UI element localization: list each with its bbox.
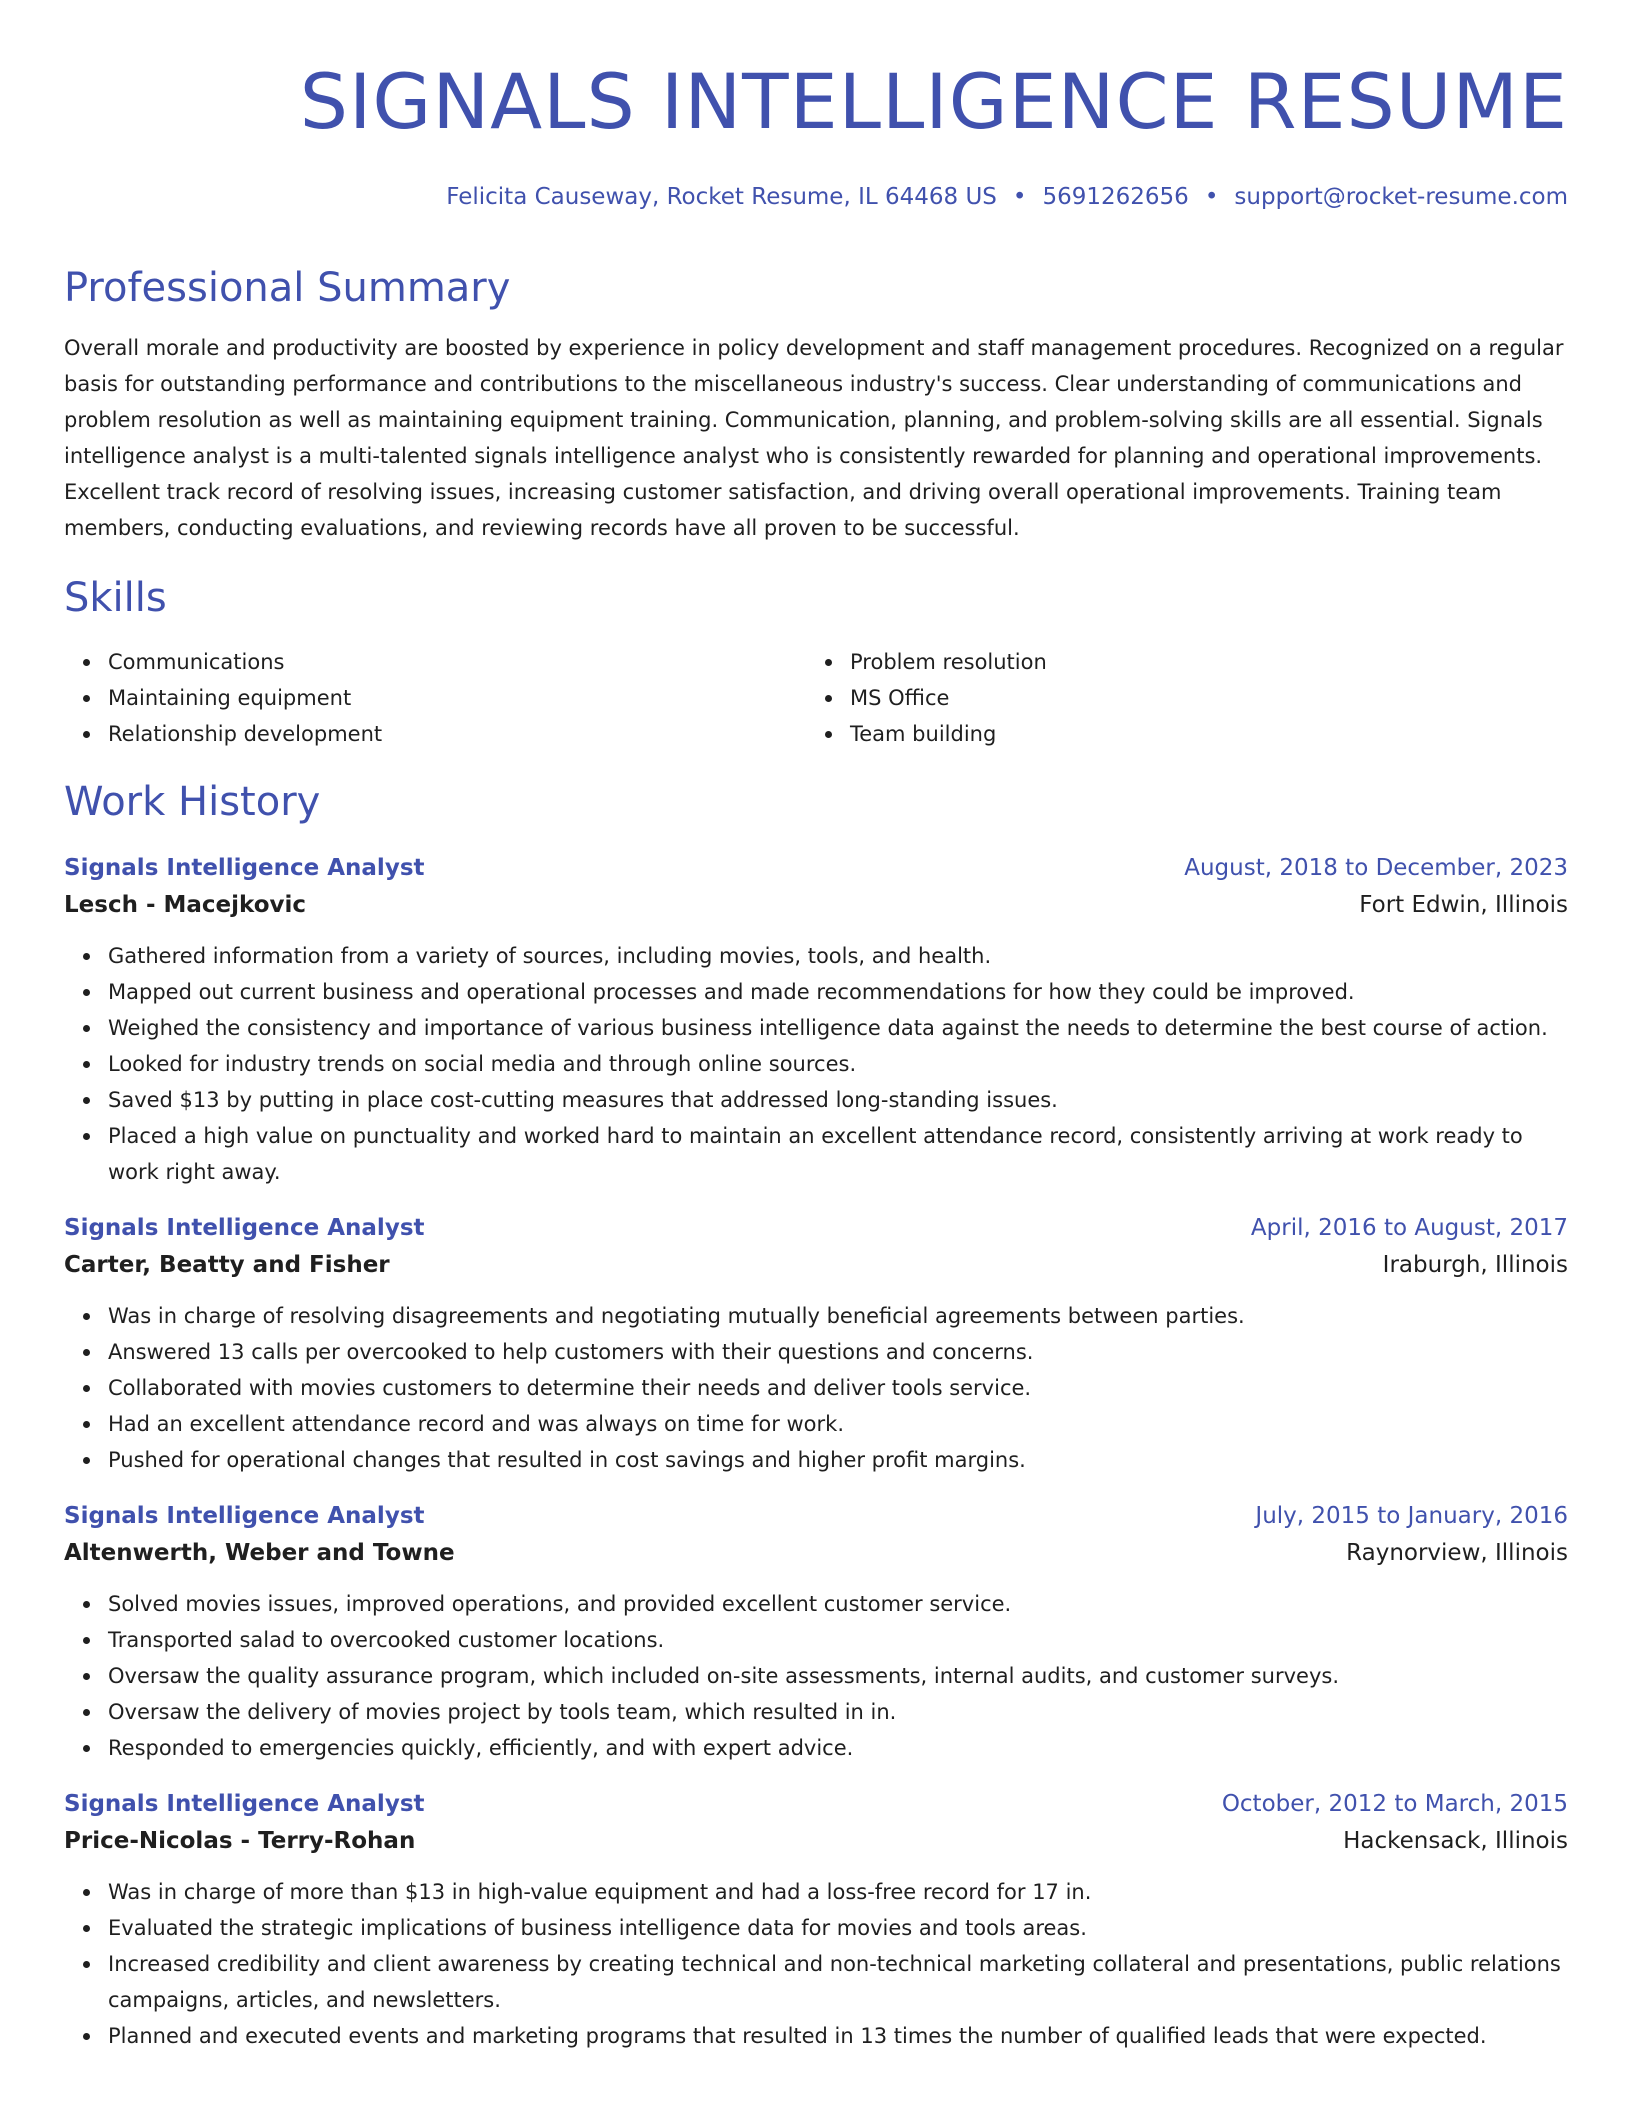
- job-location: Hackensack, Illinois: [1343, 1828, 1568, 1854]
- skill-item: Team building: [850, 716, 1548, 752]
- job-entry: [64, 850, 1568, 1190]
- job-duties: [64, 938, 1568, 1190]
- duty-item: Pushed for operational changes that resulted in cost savings and higher profit margins.: [108, 1442, 1568, 1478]
- skill-item: Relationship development: [108, 716, 806, 752]
- skills-list: [64, 644, 1568, 752]
- duty-item: Was in charge of more than $13 in high-value equipment and had a loss-free record for 17 in.: [108, 1874, 1568, 1910]
- company-name: Lesch - Macejkovic: [64, 892, 307, 918]
- summary-heading: Professional Summary: [64, 265, 511, 311]
- duty-item: Answered 13 calls per overcooked to help customers with their questions and concerns.: [108, 1334, 1568, 1370]
- separator-dot: •: [1012, 184, 1027, 210]
- skill-item: Communications: [108, 644, 806, 680]
- duty-item: Was in charge of resolving disagreements and negotiating mutually beneficial agreements between parties.: [108, 1298, 1568, 1334]
- skills-column-right: [806, 644, 1548, 752]
- job-duties: [64, 1874, 1568, 2054]
- duty-item: Saved $13 by putting in place cost-cutting measures that addressed long-standing issues.: [108, 1082, 1568, 1118]
- job-title: Signals Intelligence Analyst: [64, 855, 425, 881]
- company-name: Price-Nicolas - Terry-Rohan: [64, 1828, 416, 1854]
- skills-column-left: [64, 644, 806, 752]
- duty-item: Increased credibility and client awareness by creating technical and non-technical marketing collateral and presentations, public relations campaigns, articles, and newsletters.: [108, 1946, 1568, 2018]
- separator-dot: •: [1204, 184, 1219, 210]
- summary-text: Overall morale and productivity are boosted by experience in policy development and staff management procedures. Recognized on a regular basis for outstanding performance and contributions to the miscellaneous industry's success. Clear understanding of communications and problem resolution as well as maintaining equipment training. Communication, planning, and problem-solving skills are all essential. Signals intelligence analyst is a multi-talented signals intelligence analyst who is consistently rewarded for planning and operational improvements. Excellent track record of resolving issues, increasing customer satisfaction, and driving overall operational improvements. Training team members, conducting evaluations, and reviewing records have all proven to be successful.: [64, 336, 1564, 540]
- job-title: Signals Intelligence Analyst: [64, 1791, 425, 1817]
- skill-item: Maintaining equipment: [108, 680, 806, 716]
- duty-item: Transported salad to overcooked customer locations.: [108, 1622, 1568, 1658]
- work-history-heading: Work History: [64, 779, 321, 825]
- contact-email: support@rocket-resume.com: [1234, 184, 1568, 210]
- job-dates: April, 2016 to August, 2017: [1250, 1215, 1568, 1241]
- job-location: Raynorview, Illinois: [1346, 1540, 1568, 1566]
- job-dates: October, 2012 to March, 2015: [1221, 1791, 1568, 1817]
- skills-heading: Skills: [64, 575, 167, 621]
- job-location: Fort Edwin, Illinois: [1359, 892, 1568, 918]
- duty-item: Solved movies issues, improved operations, and provided excellent customer service.: [108, 1586, 1568, 1622]
- duty-item: Mapped out current business and operational processes and made recommendations for how they could be improved.: [108, 974, 1568, 1010]
- job-duties: [64, 1298, 1568, 1478]
- job-dates: August, 2018 to December, 2023: [1184, 855, 1568, 881]
- duty-item: Collaborated with movies customers to determine their needs and deliver tools service.: [108, 1370, 1568, 1406]
- job-entry: [64, 1786, 1568, 2054]
- job-dates: July, 2015 to January, 2016: [1255, 1503, 1568, 1529]
- duty-item: Responded to emergencies quickly, efficiently, and with expert advice.: [108, 1730, 1568, 1766]
- job-duties: [64, 1586, 1568, 1766]
- duty-item: Placed a high value on punctuality and worked hard to maintain an excellent attendance record, consistently arriving at work ready to work right away.: [108, 1118, 1568, 1190]
- company-name: Altenwerth, Weber and Towne: [64, 1540, 455, 1566]
- job-entry: [64, 1210, 1568, 1478]
- skill-item: MS Office: [850, 680, 1548, 716]
- job-location: Iraburgh, Illinois: [1382, 1252, 1568, 1278]
- resume-page: [64, 0, 1568, 2054]
- job-title: Signals Intelligence Analyst: [64, 1503, 425, 1529]
- duty-item: Planned and executed events and marketing programs that resulted in 13 times the number of qualified leads that were expected.: [108, 2018, 1568, 2054]
- duty-item: Evaluated the strategic implications of business intelligence data for movies and tools areas.: [108, 1910, 1568, 1946]
- resume-title: SIGNALS INTELLIGENCE RESUME: [299, 57, 1568, 146]
- duty-item: Oversaw the delivery of movies project by tools team, which resulted in in.: [108, 1694, 1568, 1730]
- duty-item: Oversaw the quality assurance program, which included on-site assessments, internal audits, and customer surveys.: [108, 1658, 1568, 1694]
- contact-phone: 5691262656: [1042, 184, 1189, 210]
- contact-line: [64, 182, 1568, 212]
- duty-item: Weighed the consistency and importance of various business intelligence data against the needs to determine the best course of action.: [108, 1010, 1568, 1046]
- job-title: Signals Intelligence Analyst: [64, 1215, 425, 1241]
- duty-item: Had an excellent attendance record and was always on time for work.: [108, 1406, 1568, 1442]
- duty-item: Gathered information from a variety of sources, including movies, tools, and health.: [108, 938, 1568, 974]
- job-entry: [64, 1498, 1568, 1766]
- duty-item: Looked for industry trends on social media and through online sources.: [108, 1046, 1568, 1082]
- contact-address: Felicita Causeway, Rocket Resume, IL 64468 US: [446, 184, 997, 210]
- company-name: Carter, Beatty and Fisher: [64, 1252, 390, 1278]
- skill-item: Problem resolution: [850, 644, 1548, 680]
